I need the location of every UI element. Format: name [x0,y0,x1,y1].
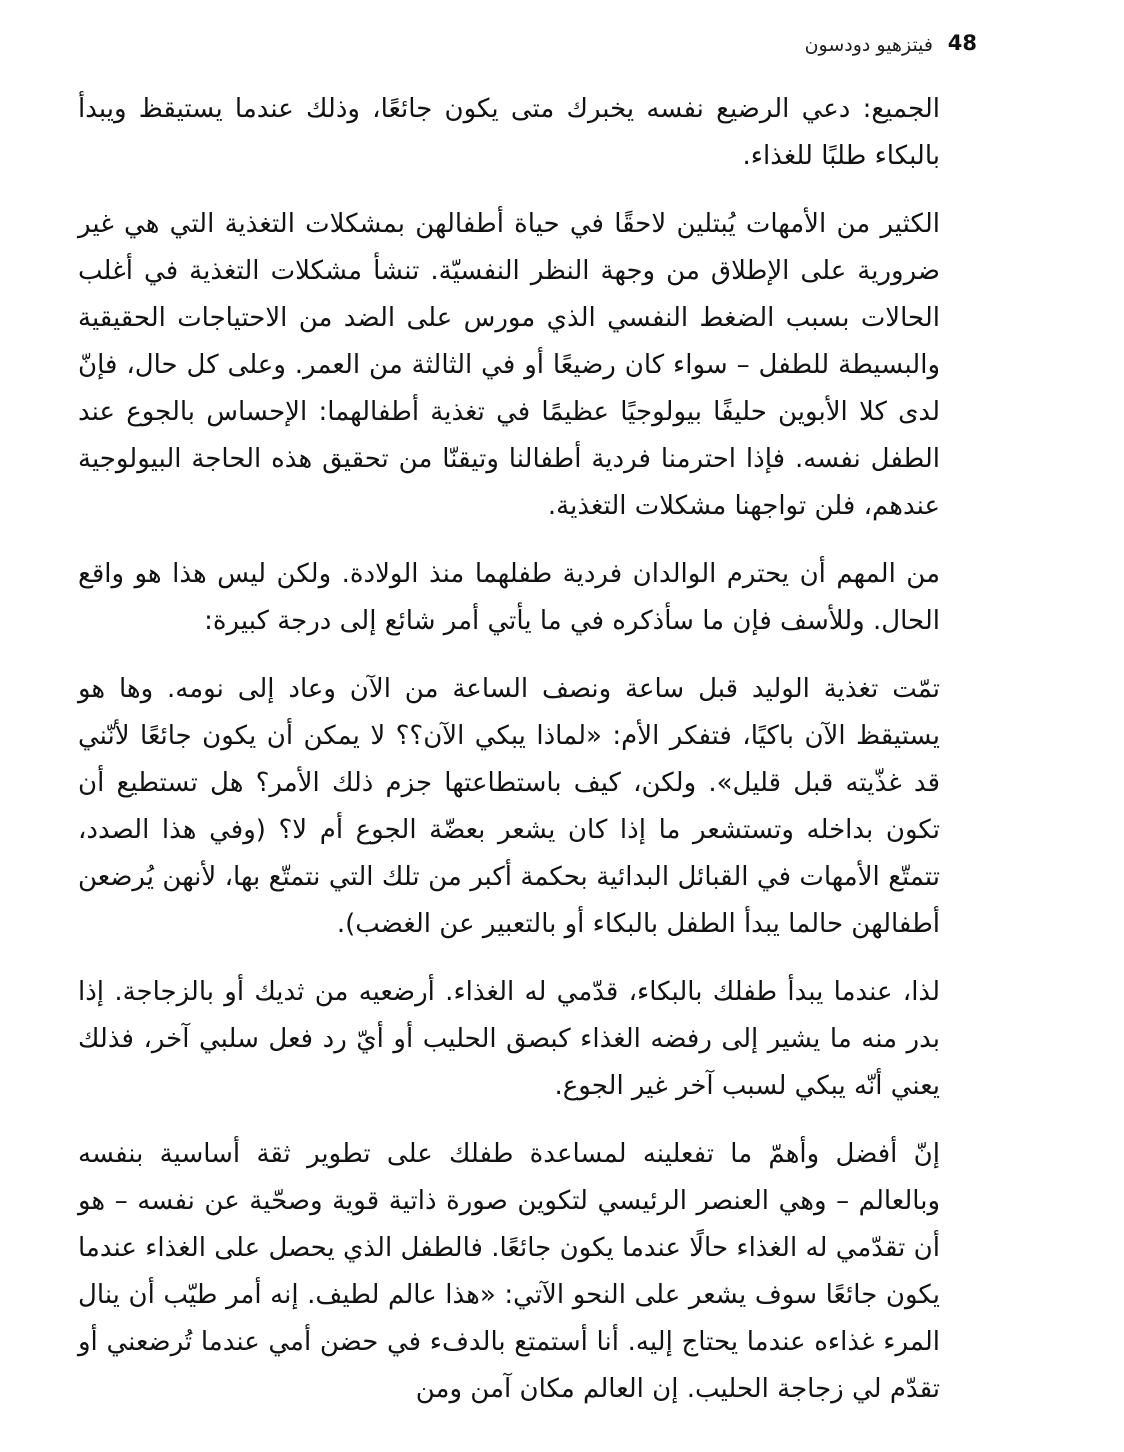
body-paragraph: إنّ أفضل وأهمّ ما تفعلينه لمساعدة طفلك على تطوير ثقة أساسية بنفسه وبالعالم – وهي العنصر الرئيسي لتكوين صورة ذاتية قوية وصحّية عن نفسه – هو أن تقدّمي له الغذاء حالًا عندما يكون جائعًا. فالطفل الذي يحصل على الغذاء عندما يكون جائعًا سوف يشعر على النحو الآتي: «هذا عالم لطيف. إنه أمر طيّب أن ينال المرء غذاءه عندما يحتاج إليه. أنا أستمتع بالدفء في حضن أمي عندما تُرضعني أو تقدّم لي زجاجة الحليب. إن العالم مكان آمن ومن [78,1139,940,1404]
page-number: 48 [947,31,977,55]
body-paragraph: من المهم أن يحترم الوالدان فردية طفلهما منذ الولادة. ولكن ليس هذا هو واقع الحال. وللأسف فإن ما سأذكره في ما يأتي أمر شائع إلى درجة كبيرة: [78,559,940,636]
body-paragraph: الجميع: دعي الرضيع نفسه يخبرك متى يكون جائعًا، وذلك عندما يستيقظ ويبدأ بالبكاء طلبًا للغذاء. [78,94,940,171]
body-paragraph: تمّت تغذية الوليد قبل ساعة ونصف الساعة من الآن وعاد إلى نومه. وها هو يستيقظ الآن باكيًا، فتفكر الأم: «لماذا يبكي الآن؟؟ لا يمكن أن يكون جائعًا لأنّني قد غذّيته قبل قليل». ولكن، كيف باستطاعتها جزم ذلك الأمر؟ هل تستطيع أن تكون بداخله وتستشعر ما إذا كان يشعر بعضّة الجوع أم لا؟ (وفي هذا الصدد، تتمتّع الأمهات في القبائل البدائية بحكمة أكبر من تلك التي نتمتّع بها، لأنهن يُرضعن أطفالهن حالما يبدأ الطفل بالبكاء أو بالتعبير عن الغضب). [78,674,940,939]
running-head: فيتزهيو دودسون [804,34,933,56]
page-body [78,86,940,1413]
body-paragraph: الكثير من الأمهات يُبتلين لاحقًا في حياة أطفالهن بمشكلات التغذية التي هي غير ضرورية على الإطلاق من وجهة النظر النفسيّة. تنشأ مشكلات التغذية في أغلب الحالات بسبب الضغط النفسي الذي مورس على الضد من الاحتياجات الحقيقية والبسيطة للطفل – سواء كان رضيعًا أو في الثالثة من العمر. وعلى كل حال، فإنّ لدى كلا الأبوين حليفًا بيولوجيًا عظيمًا في تغذية أطفالهما: الإحساس بالجوع عند الطفل نفسه. فإذا احترمنا فردية أطفالنا وتيقنّا من تحقيق هذه الحاجة البيولوجية عندهم، فلن تواجهنا مشكلات التغذية. [78,209,940,521]
body-paragraph: لذا، عندما يبدأ طفلك بالبكاء، قدّمي له الغذاء. أرضعيه من ثديك أو بالزجاجة. إذا بدر منه ما يشير إلى رفضه الغذاء كبصق الحليب أو أيّ رد فعل سلبي آخر، فذلك يعني أنّه يبكي لسبب آخر غير الجوع. [78,977,940,1101]
